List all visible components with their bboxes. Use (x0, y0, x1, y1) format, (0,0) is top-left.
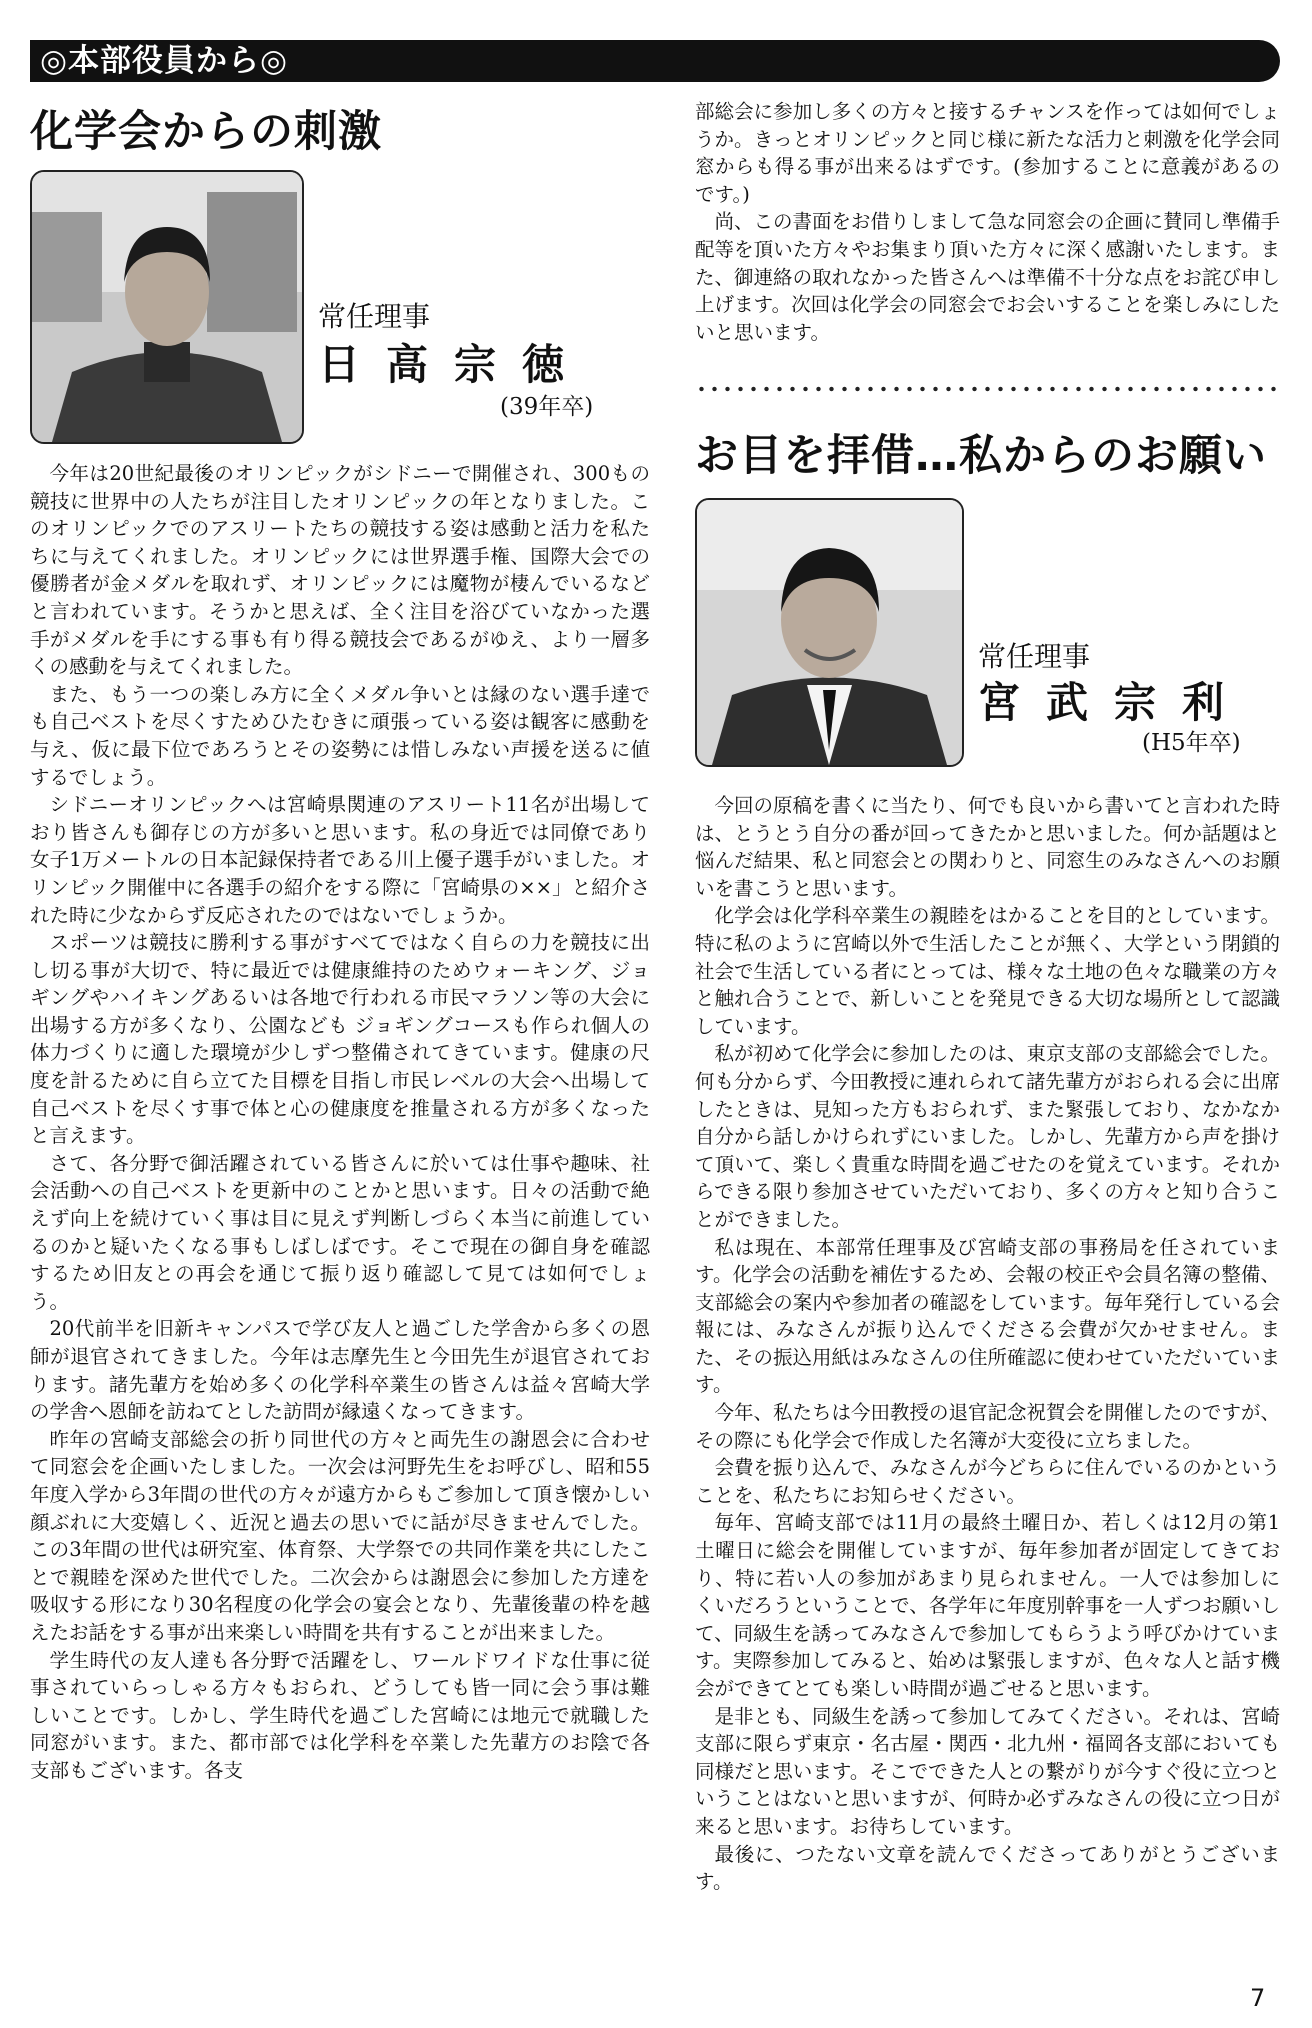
article1-continuation-paragraph: 尚、この書面をお借りしまして急な同窓会の企画に賛同し準備手配等を頂いた方々やお集まり頂いた方々に深く感謝いたします。また、御連絡の取れなかった皆さんへは準備不十分な点をお詫び申し上げます。次回は化学会の同窓会でお会いすることを楽しみにしたいと思います。 (695, 210, 1281, 344)
article1-paragraph: また、もう一つの楽しみ方に全くメダル争いとは縁のない選手達でも自己ベストを尽くすためひたむきに頑張っている姿は観客に感動を与え、仮に最下位であろうとその姿勢には惜しみない声援を送るに値するでしょう。 (30, 682, 650, 789)
article2-paragraph: 今回の原稿を書くに当たり、何でも良いから書いてと言われた時は、とうとう自分の番が回ってきたかと思いました。何か話題はと悩んだ結果、私と同窓会との関わりと、同窓生のみなさんへのお願いを書こうと思います。 (695, 794, 1281, 900)
article1-paragraph: 20代前半を旧新キャンパスで学び友人と過ごした学舎から多くの恩師が退官されてきました。今年は志摩先生と今田先生が退官されております。諸先輩方を始め多くの化学科卒業生の皆さんは益々宮崎大学の学舎へ恩師を訪ねてとした訪問が縁遠くなってきます。 (30, 1317, 650, 1424)
article1-author-grad: (39年卒) (500, 394, 594, 420)
portrait-image (697, 500, 962, 765)
article2-portrait-photo (695, 498, 964, 767)
article2-author-name: 宮武宗利 (978, 678, 1251, 727)
article1-paragraph: 学生時代の友人達も各分野で活躍をし、ワールドワイドな仕事に従事されていらっしゃる方々もおられ、どうしても皆一同に会う事は難しいことです。しかし、学生時代を過ごした宮崎には地元で就職した同窓がいます。また、都市部では化学科を卒業した先輩方のお陰で各支部もございます。各支 (30, 1648, 650, 1782)
article1-paragraph: さて、各分野で御活躍されている皆さんに於いては仕事や趣味、社会活動への自己ベストを更新中のことかと思います。日々の活動で絶えず向上を続けていく事は目に見えず判断しづらく本当に前進しているのかと疑いたくなる事もしばしばです。そこで現在の御自身を確認するため旧友との再会を通じて振り返り確認して見ては如何でしょう。 (30, 1151, 650, 1313)
article1-paragraph: 今年は20世紀最後のオリンピックがシドニーで開催され、300もの競技に世界中の人たちが注目したオリンピックの年となりました。このオリンピックでのアスリートたちの競技する姿は感動と活力を私たちに与えてくれました。オリンピックには世界選手権、国際大会での優勝者が金メダルを取れず、オリンピックには魔物が棲んでいるなどと言われています。そうかと思えば、全く注目を浴びていなかった選手がメダルを手にする事も有り得る競技会であるがゆえ、より一層多くの感動を与えてくれました。 (30, 462, 650, 679)
article2-paragraph: 毎年、宮崎支部では11月の最終土曜日か、若しくは12月の第1土曜日に総会を開催していますが、毎年参加者が固定してきており、特に若い人の参加があまり見られません。一人では参加しにくいだろうということで、各学年に年度別幹事を一人ずつお願いして、同級生を誘ってみなさんで参加してもらうよう呼びかけています。実際参加してみると、始めは緊張しますが、色々な人と話す機会ができてとても楽しい時間が過ごせると思います。 (695, 1511, 1280, 1700)
page-number: 7 (1250, 1984, 1266, 2012)
article2-paragraph: 私は現在、本部常任理事及び宮崎支部の事務局を任されています。化学会の活動を補佐するため、会報の校正や会員名簿の整備、支部総会の案内や参加者の確認をしています。毎年発行している会報には、みなさんが振り込んでくださる会費が欠かせません。また、その振込用紙はみなさんの住所確認に使わせていただいています。 (695, 1235, 1281, 1397)
article2-title: お目を拝借…私からのお願い (695, 431, 1267, 481)
article2-paragraph: 是非とも、同級生を誘って参加してみてください。それは、宮崎支部に限らず東京・名古屋・関西・北九州・福岡各支部においても同様だと思います。そこでできた人との繋がりが今すぐ役に立つということはないと思いますが、何時か必ずみなさんの役に立つ日が来ると思います。お待ちしています。 (695, 1704, 1281, 1838)
article2-paragraph: 私が初めて化学会に参加したのは、東京支部の支部総会でした。何も分からず、今田教授に連れられて諸先輩方がおられる会に出席したときは、見知った方もおられず、また緊張しており、なかなか自分から話しかけられずにいました。しかし、先輩方から声を掛けて頂いて、楽しく貴重な時間を過ごせたのを覚えています。それからできる限り参加させていただいており、多くの方々と知り合うことができました。 (695, 1042, 1281, 1231)
article2-paragraph: 今年、私たちは今田教授の退官記念祝賀会を開催したのですが、その際にも化学会で作成した名簿が大変役に立ちました。 (695, 1401, 1281, 1452)
article1-paragraph: スポーツは競技に勝利する事がすべてではなく自らの力を競技に出し切る事が大切で、特に最近では健康維持のためウォーキング、ジョギングやハイキングあるいは各地で行われる市民マラソン等の大会に出場する方が多くなり、公園なども ジョギングコースも作られ個人の体力づくりに適した環境が少しずつ整備されてきています。健康の尺度を計るために自ら立てた目標を目指し市民レベルの大会へ出場して自己ベストを尽くす事で体と心の健康度を推量される方が多くなったと言えます。 (30, 931, 650, 1148)
article1-portrait-photo (30, 170, 304, 444)
article1-continuation-paragraph: 部総会に参加し多くの方々と接するチャンスを作っては如何でしょうか。きっとオリンピックと同じ様に新たな活力と刺激を化学会同窓からも得る事が出来るはずです。(参加することに意義があるのです。) (695, 100, 1280, 206)
article1-paragraph: 昨年の宮崎支部総会の折り同世代の方々と両先生の謝恩会に合わせて同窓会を企画いたしました。一次会は河野先生をお呼びし、昭和55年度入学から3年間の世代の方々が遠方からもご参加して頂き懐かしい顔ぶれに大変嬉しく、近況と過去の思いでに話が尽きませんでした。この3年間の世代は研究室、体育祭、大学祭での共同作業を共にしたことで親睦を深めた世代でした。二次会からは謝恩会に参加した方達を吸収する形になり30名程度の化学会の宴会となり、先輩後輩の枠を越えたお話をする事が出来楽しい時間を共有することが出来ました。 (30, 1427, 650, 1644)
article2-author-role: 常任理事 (978, 640, 1091, 673)
article2-author-grad: (H5年卒) (1142, 730, 1241, 756)
article1-title: 化学会からの刺激 (30, 107, 382, 157)
dotted-divider (695, 386, 1280, 392)
article1-author-name: 日高宗徳 (318, 340, 591, 389)
article2-paragraph: 会費を振り込んで、みなさんが今どちらに住んでいるのかということを、私たちにお知らせください。 (695, 1456, 1280, 1507)
article1-continuation (695, 98, 1280, 346)
section-header-label: ◎本部役員から◎ (40, 43, 289, 79)
article1-paragraph: シドニーオリンピックへは宮崎県関連のアスリート11名が出場しており皆さんも御存じの方が多いと思います。私の身近では同僚であり女子1万メートルの日本記録保持者である川上優子選手がいました。オリンピック開催中に各選手の紹介をする際に「宮崎県の××」と紹介された時に少なからず反応されたのではないでしょうか。 (30, 793, 650, 927)
article2-paragraph: 最後に、つたない文章を読んでくださってありがとうございます。 (695, 1842, 1280, 1894)
article1-author-role: 常任理事 (318, 300, 431, 333)
section-header-bar (30, 40, 1280, 82)
portrait-image (32, 172, 302, 442)
article1-body (30, 460, 650, 1785)
article2-paragraph: 化学会は化学科卒業生の親睦をはかることを目的としています。特に私のように宮崎以外で生活したことが無く、大学という閉鎖的社会で生活している者にとっては、様々な土地の色々な職業の方々と触れ合うことで、新しいことを発見できる大切な場所として認識しています。 (695, 904, 1280, 1038)
article2-body (695, 792, 1280, 1896)
